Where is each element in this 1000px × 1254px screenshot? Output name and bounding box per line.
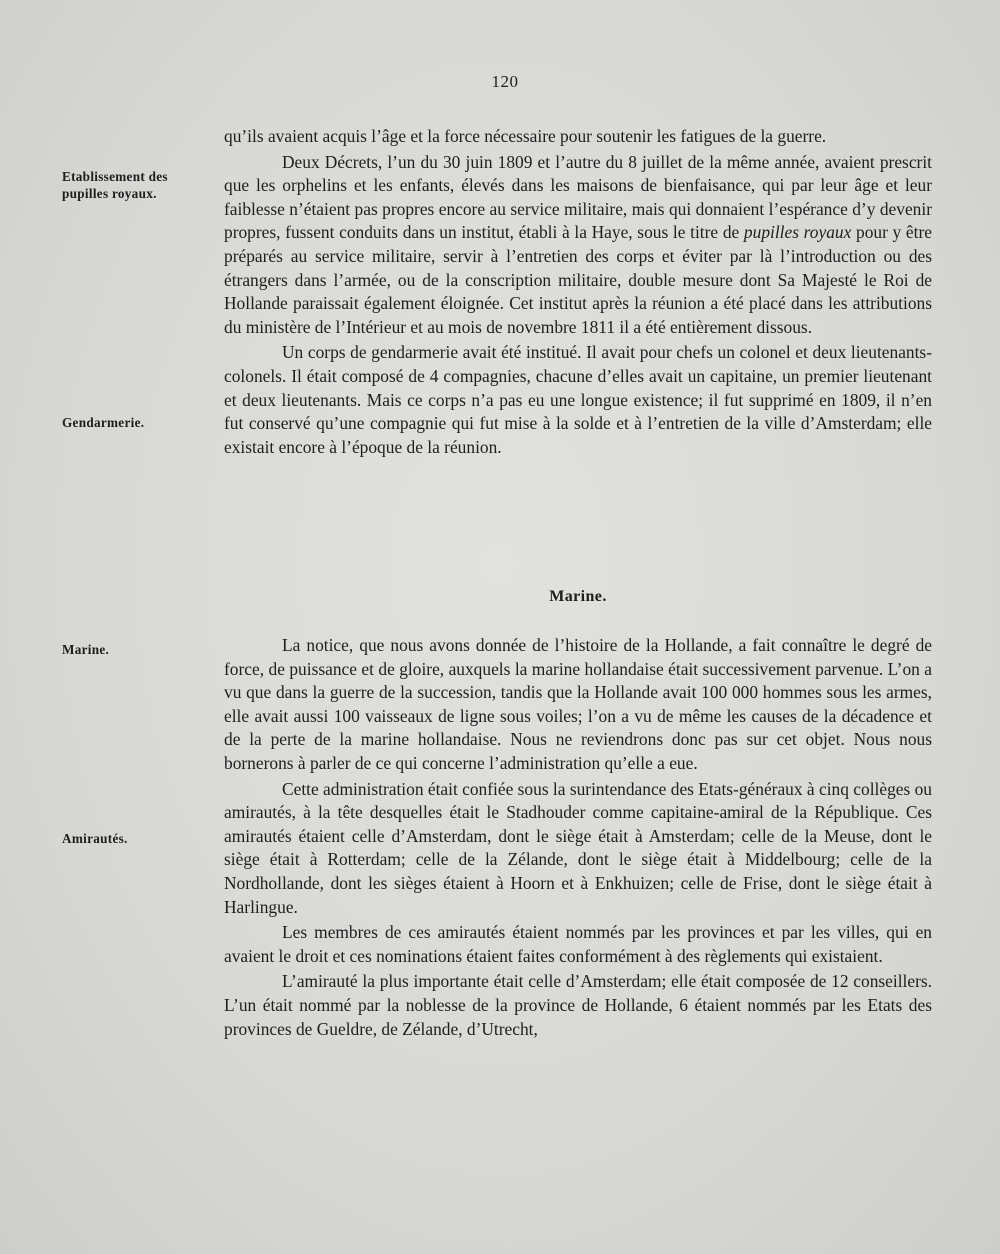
text-block-1 — [224, 125, 932, 461]
margin-note-amirautes: Amirautés. — [62, 831, 128, 846]
page-number: 120 — [491, 72, 519, 91]
text-block-2 — [224, 634, 932, 1043]
section-heading-marine: Marine. — [549, 588, 607, 605]
paragraph-administration: Cette administration était confiée sous la surintendance des Etats-généraux à cinq collèges ou amirautés, à la tête desquelles était le Stadhouder comme capitaine-amiral de la République. Ces amirautés étaient celle d’Amsterdam, dont le siège était à Amsterdam; celle de la Meuse, dont le siège était à Rotterdam; celle de la Zélande, dont le siège était à Middelbourg; celle de la Nordhollande, dont les sièges étaient à Hoorn et à Enkhuizen; celle de Frise, dont le siège était à Harlingue. — [224, 778, 932, 917]
paragraph-marine: La notice, que nous avons donnée de l’histoire de la Hollande, a fait connaître le degré de force, de puissance et de gloire, auxquels la marine hollandaise était successivement parvenue. L’on a vu que dans la guerre de la succession, tandis que la Hollande avait 100 000 hommes sous les armes, elle avait aussi 100 vaisseaux de ligne sous voiles; l’on a vu de même les causes de la décadence et de la perte de la marine hollandaise. Nous ne reviendrons donc pas sur cet objet. Nous nous bornerons à parler de ce qui concerne l’administration qu’elle a eue. — [224, 635, 932, 773]
margin-note-gendarmerie: Gendarmerie. — [62, 415, 145, 430]
paragraph-gendarmerie: Un corps de gendarmerie avait été institué. Il avait pour chefs un colonel et deux lieutenants-colonels. Il était composé de 4 compagnies, chacune d’elles avait un capitaine, un premier lieutenant et deux lieutenants. Mais ce corps n’a pas eu une longue existence; il fut supprimé en 1809, il n’en fut conservé qu’une compagnie qui fut mise à la solde et à l’entretien de la ville d’Amsterdam; elle existait encore à l’époque de la réunion. — [224, 342, 932, 457]
paragraph-pupilles-emphasis: pupilles royaux — [743, 222, 852, 243]
paragraph-pupilles — [224, 151, 932, 340]
paragraph-amirauté-amsterdam: L’amirauté la plus importante était celle d’Amsterdam; elle était composée de 12 conseillers. L’un était nommé par la noblesse de la province de Hollande, 6 étaient nommés par les Etats des provinces de Gueldre, de Zélande, d’Utrecht, — [224, 971, 932, 1039]
paragraph-continuation: qu’ils avaient acquis l’âge et la force nécessaire pour soutenir les fatigues de la guerre. — [224, 126, 827, 146]
paragraph-membres: Les membres de ces amirautés étaient nommés par les provinces et par les villes, qui en avaient le droit et ces nominations étaient faites conformément à des règlements qui existaient. — [224, 922, 932, 966]
margin-note-marine: Marine. — [62, 642, 110, 657]
paragraph-pupilles-text-a: Deux Décrets, l’un du 30 juin 1809 et l’autre du 8 juillet de la même année, avaient prescrit que les orphelins et les enfants, élevés dans les maisons de bienfaisance, qui par leur âge et leur faiblesse n’étaient pas propres encore au service militaire, mais qui donnaient l’espérance d’y devenir propres, fussent conduits dans un institut, établi à la Haye, sous le titre de — [224, 151, 932, 243]
paragraph-pupilles-text-b: pour y être préparés au service militaire, servir à l’entretien des corps et éviter par là l’introduction ou des étrangers dans l’armée, ou de la conscription militaire, double mesure dont Sa Majesté le Roi de Hollande paraissait également éloignée. Cet institut après la réunion a été placé dans les attributions du ministère de l’Intérieur et au mois de novembre 1811 il a été entièrement dissous. — [224, 222, 932, 337]
margin-note-etablissement: Etablissement des pupilles royaux. — [62, 169, 168, 201]
